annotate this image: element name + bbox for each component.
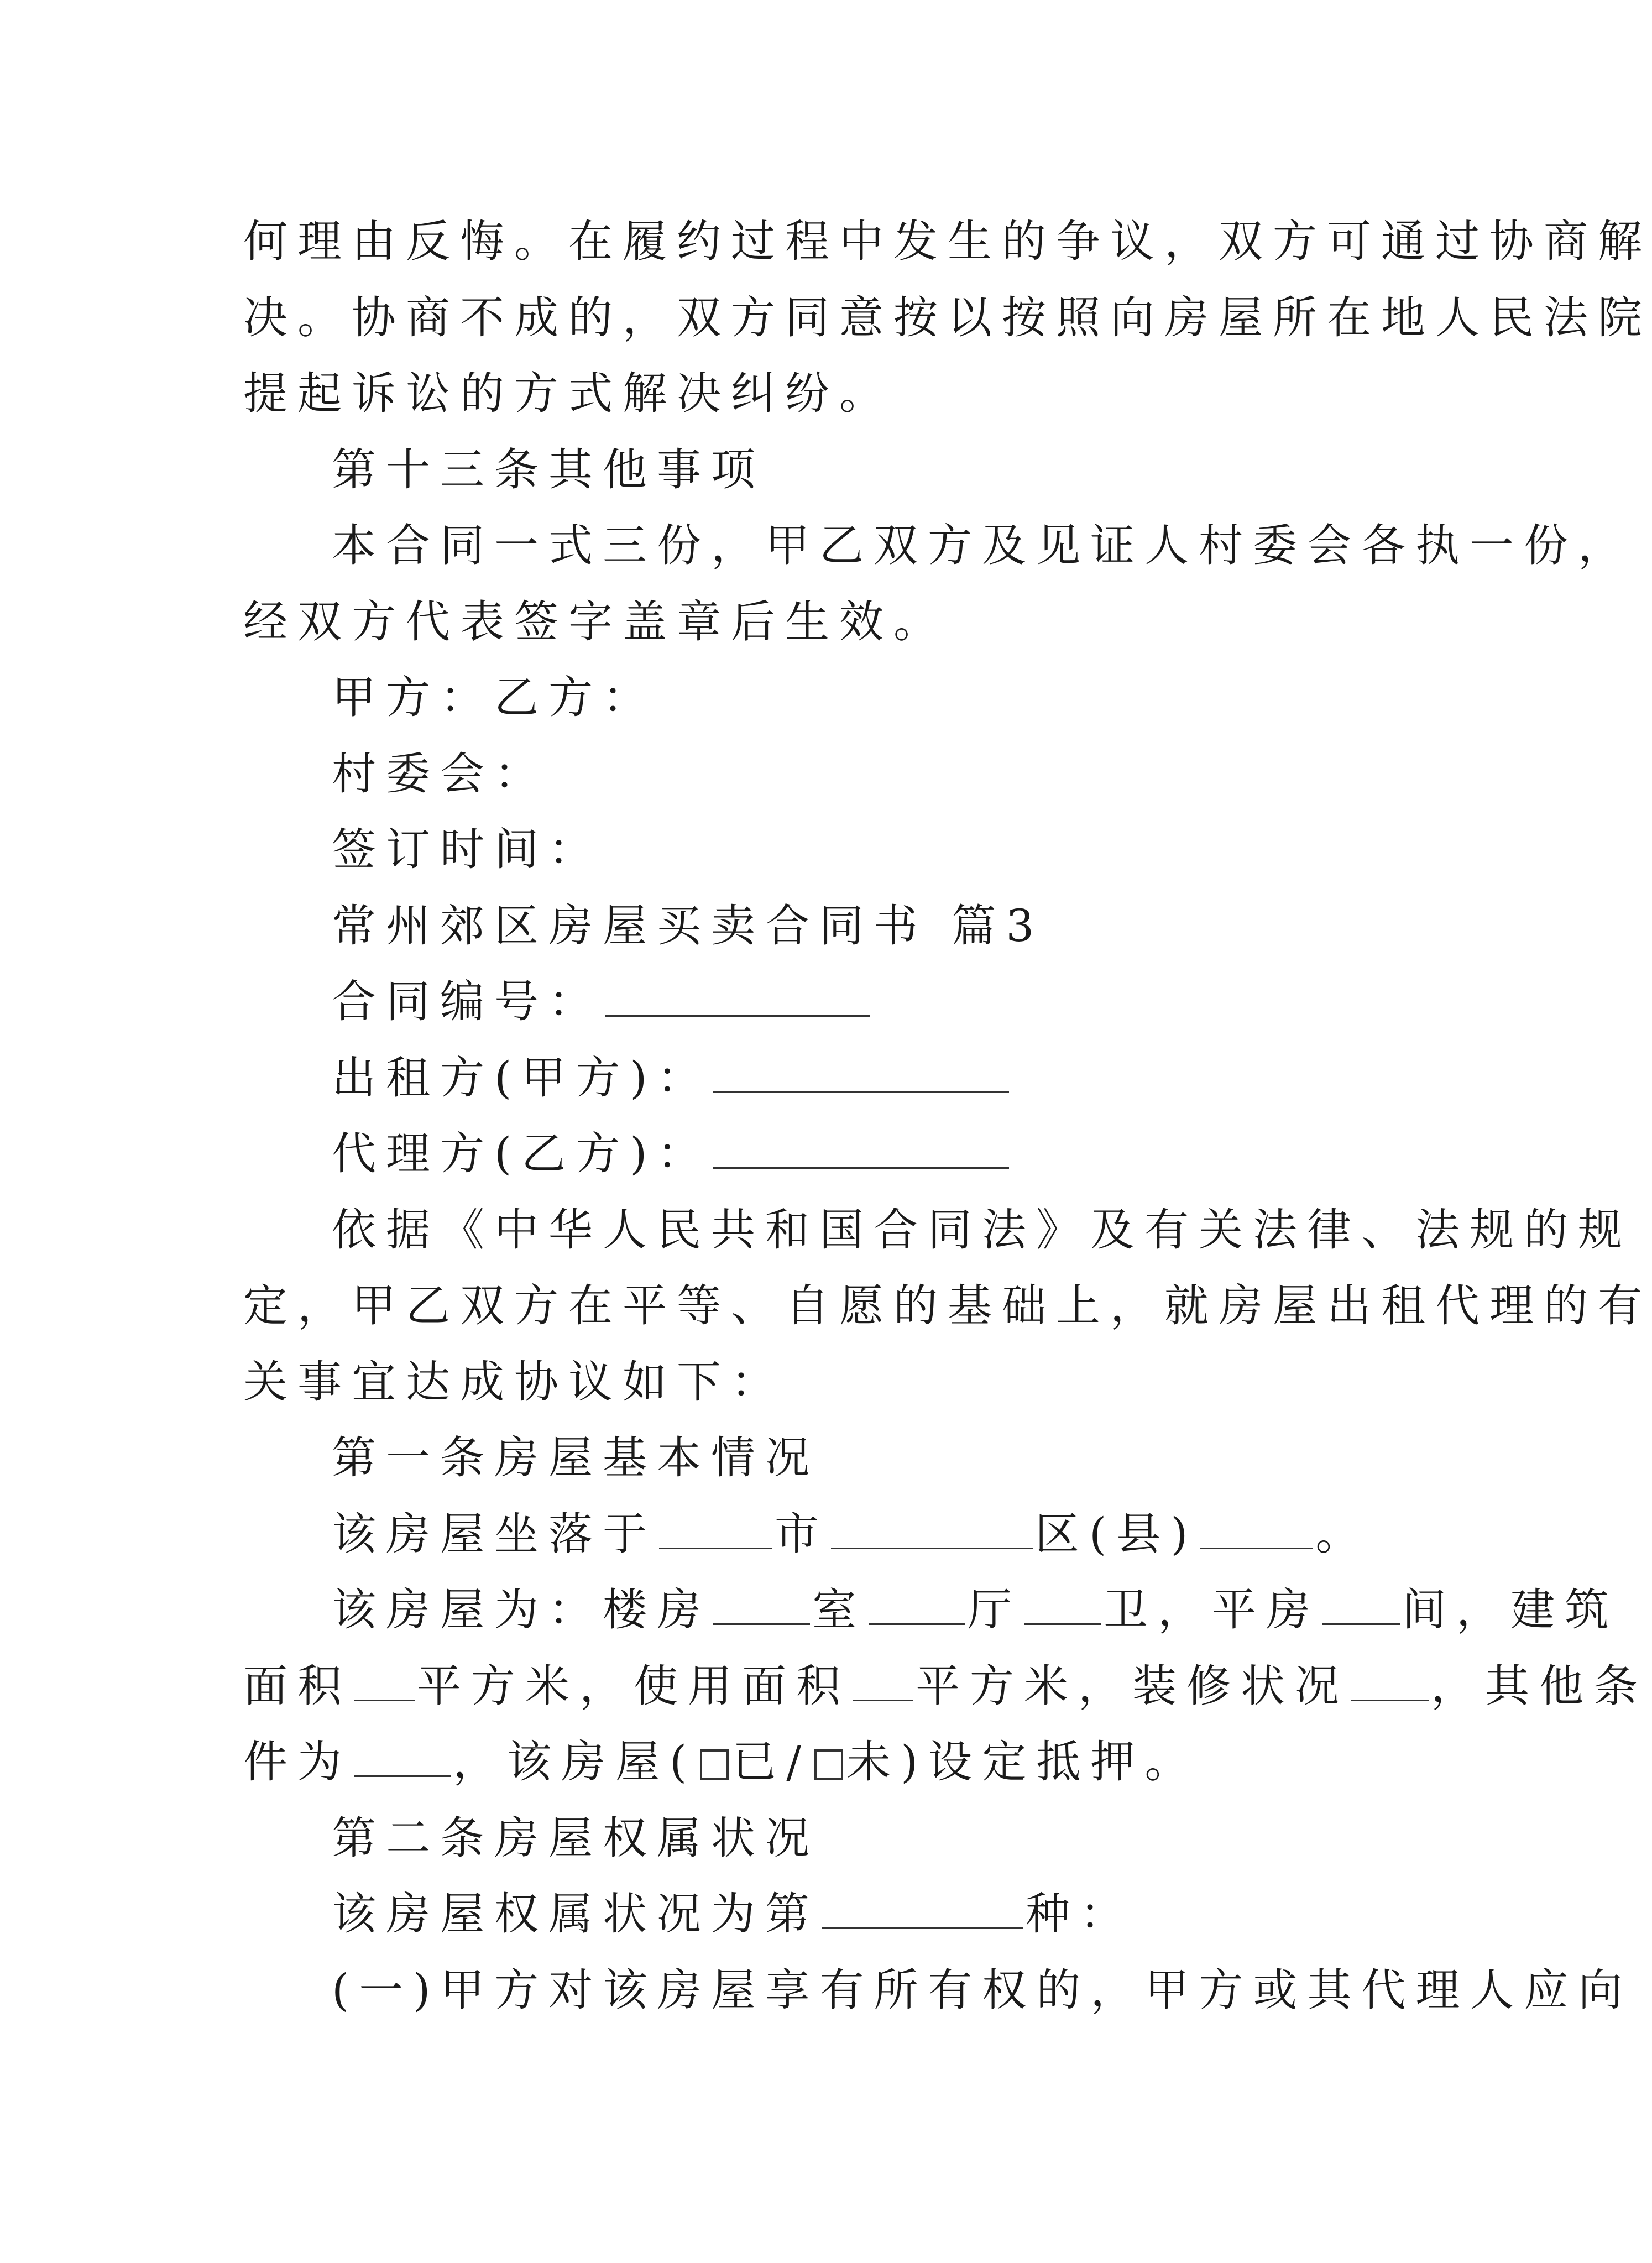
signature-parties: 甲方：乙方：: [332, 672, 657, 723]
rooms-blank: [713, 1591, 810, 1625]
layout-row-3: [243, 1724, 1377, 1800]
paragraph-line: 经双方代表签字盖章后生效。: [243, 595, 948, 647]
ownership-row: [243, 1876, 1377, 1952]
district-label: 区(县): [1035, 1508, 1198, 1560]
bath-label: 卫，平房: [1104, 1584, 1320, 1635]
halls-blank: [869, 1591, 965, 1625]
signature-committee: 村委会：: [332, 748, 548, 799]
ownership-type-blank: [822, 1895, 1023, 1929]
layout-row-1: [243, 1572, 1619, 1648]
contract-number-label: 合同编号：: [332, 976, 603, 1027]
article-13-title: 第十三条其他事项: [332, 443, 765, 495]
agent-row: [243, 1116, 1377, 1192]
bungalow-blank: [1322, 1591, 1400, 1625]
district-blank: [831, 1515, 1033, 1549]
lessor-blank: [713, 1059, 1009, 1093]
layout-prefix: 该房屋为：楼房: [332, 1584, 711, 1635]
city-label: 市: [775, 1508, 829, 1560]
decoration-blank: [1351, 1668, 1429, 1701]
location-end: 。: [1315, 1508, 1370, 1560]
mortgage-option-not: 未)设定抵押。: [846, 1736, 1199, 1788]
contract-number-blank: [605, 983, 870, 1017]
address-blank: [1200, 1515, 1313, 1549]
ownership-label: 该房屋权属状况为第: [332, 1888, 819, 1940]
area-label: 面积: [243, 1660, 352, 1712]
room-label: 室: [812, 1584, 866, 1635]
lessor-label: 出租方(甲方)：: [332, 1052, 712, 1104]
hall-label: 厅: [968, 1584, 1022, 1635]
usable-area-blank: [853, 1668, 913, 1701]
other-conditions-label: 件为: [243, 1736, 352, 1788]
ownership-suffix: 种：: [1026, 1888, 1134, 1940]
paragraph-line: 何理由反悔。在履约过程中发生的争议，双方可通过协商解: [243, 216, 1652, 267]
jian-label: 间，建筑: [1402, 1584, 1619, 1635]
other-conditions-blank: [354, 1743, 451, 1777]
building-area-blank: [354, 1668, 415, 1701]
section-title: 常州郊区房屋买卖合同书 篇3: [332, 900, 1044, 952]
agent-blank: [713, 1135, 1009, 1169]
location-prefix: 该房屋坐落于: [332, 1508, 657, 1560]
location-row: [243, 1496, 1377, 1572]
baths-blank: [1024, 1591, 1101, 1625]
item-1: (一)甲方对该房屋享有所有权的，甲方或其代理人应向: [332, 1964, 1633, 2016]
decoration-label: 平方米，装修状况: [916, 1660, 1349, 1712]
lessor-row: [243, 1040, 1377, 1116]
paragraph-line: 关事宜达成协议如下：: [243, 1356, 785, 1408]
signature-date: 签订时间：: [332, 824, 603, 875]
contract-number-row: [243, 964, 1377, 1040]
paragraph-line: 定，甲乙双方在平等、自愿的基础上，就房屋出租代理的有: [243, 1280, 1652, 1331]
paragraph-line: 依据《中华人民共和国合同法》及有关法律、法规的规: [332, 1204, 1632, 1256]
paragraph-line: 提起诉讼的方式解决纠纷。: [243, 368, 893, 419]
mortgage-option-already: 已/: [732, 1736, 812, 1788]
mortgage-label: ，该房屋(: [453, 1736, 697, 1788]
usable-area-label: 平方米，使用面积: [417, 1660, 850, 1712]
agent-label: 代理方(乙方)：: [332, 1128, 712, 1179]
other-label: ，其他条: [1431, 1660, 1648, 1712]
checkbox-not-icon: [814, 1749, 843, 1780]
paragraph-line: 决。协商不成的，双方同意按以按照向房屋所在地人民法院: [243, 291, 1652, 343]
article-2-title: 第二条房屋权属状况: [332, 1812, 819, 1864]
city-blank: [659, 1515, 772, 1549]
layout-row-2: [243, 1648, 1648, 1724]
document-body: [243, 203, 1652, 2028]
checkbox-already-icon: [700, 1749, 729, 1780]
paragraph-line: 本合同一式三份，甲乙双方及见证人村委会各执一份，: [332, 520, 1632, 571]
article-1-title: 第一条房屋基本情况: [332, 1432, 819, 1483]
